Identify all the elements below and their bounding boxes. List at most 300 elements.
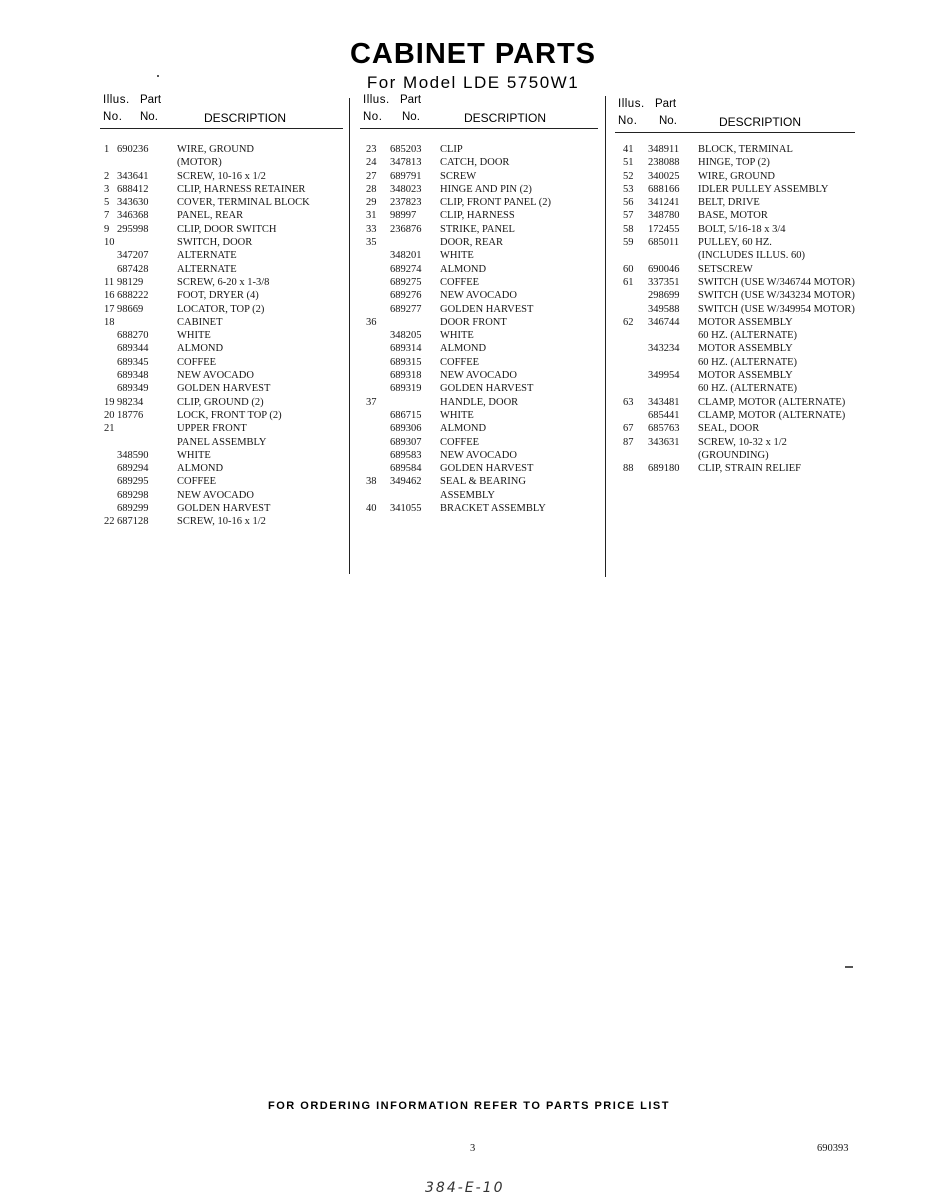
column-header <box>100 94 343 128</box>
parts-row <box>615 303 855 316</box>
illus-number: 28 <box>366 183 377 195</box>
ordering-note: FOR ORDERING INFORMATION REFER TO PARTS PRICE LIST <box>268 1100 670 1112</box>
part-description: 60 HZ. (ALTERNATE) <box>698 330 798 342</box>
illus-number: 33 <box>366 223 377 235</box>
parts-row <box>100 316 343 329</box>
parts-row <box>100 143 343 156</box>
part-description: LOCK, FRONT TOP (2) <box>177 409 282 421</box>
parts-row <box>100 342 343 355</box>
part-number: 348590 <box>117 449 149 461</box>
illus-number: 7 <box>104 210 110 222</box>
part-description: ALMOND <box>440 343 487 355</box>
part-description: SWITCH, DOOR <box>177 237 253 249</box>
illus-number: 5 <box>104 197 110 209</box>
parts-row <box>360 396 598 409</box>
illus-number: 40 <box>366 503 377 515</box>
part-description: WHITE <box>177 330 211 342</box>
parts-row <box>100 382 343 395</box>
illus-number: 63 <box>623 396 634 408</box>
part-description: BRACKET ASSEMBLY <box>440 503 546 515</box>
parts-row <box>360 303 598 316</box>
parts-row <box>100 249 343 262</box>
part-number: 685011 <box>648 237 680 249</box>
parts-row <box>360 263 598 276</box>
part-description: SEAL & BEARING <box>440 476 526 488</box>
illus-number: 57 <box>623 210 634 222</box>
part-number: 347207 <box>117 250 149 262</box>
part-description: NEW AVOCADO <box>177 489 254 501</box>
illus-number: 18 <box>104 316 115 328</box>
part-number: 689345 <box>117 356 149 368</box>
illus-number: 20 <box>104 409 115 421</box>
part-number: 689306 <box>390 423 422 435</box>
parts-row <box>615 223 855 236</box>
part-number: 298699 <box>648 290 680 302</box>
part-number: 348205 <box>390 330 422 342</box>
parts-row <box>360 436 598 449</box>
parts-row <box>360 449 598 462</box>
parts-row <box>360 462 598 475</box>
part-number: 689318 <box>390 370 422 382</box>
parts-row <box>615 143 855 156</box>
part-description: DOOR FRONT <box>440 316 507 328</box>
parts-column-3 <box>615 94 855 475</box>
illus-number: 60 <box>623 263 634 275</box>
part-number: 236876 <box>390 223 422 235</box>
part-description: ALMOND <box>440 263 487 275</box>
part-description: SCREW, 10-32 x 1/2 <box>698 436 787 448</box>
parts-row <box>100 422 343 435</box>
part-number: 98129 <box>117 276 144 288</box>
parts-row <box>615 170 855 183</box>
part-number: 98234 <box>117 396 144 408</box>
part-number: 685203 <box>390 144 422 155</box>
parts-row <box>360 183 598 196</box>
parts-row <box>360 236 598 249</box>
part-number: 689277 <box>390 303 422 315</box>
part-description: CLIP, DOOR SWITCH <box>177 223 277 235</box>
part-number: 98997 <box>390 210 417 222</box>
parts-row <box>360 316 598 329</box>
parts-row <box>615 236 855 249</box>
part-description: COFFEE <box>177 476 217 488</box>
parts-row <box>360 369 598 382</box>
parts-row <box>615 183 855 196</box>
parts-row <box>615 249 855 262</box>
part-description: COFFEE <box>440 356 480 368</box>
parts-row <box>100 156 343 169</box>
part-description: GOLDEN HARVEST <box>177 383 271 395</box>
parts-row <box>100 515 343 528</box>
part-description: GOLDEN HARVEST <box>440 383 534 395</box>
parts-row <box>100 289 343 302</box>
part-number: 347813 <box>390 157 422 169</box>
parts-list <box>100 143 343 529</box>
illus-number: 19 <box>104 396 115 408</box>
part-number: 688166 <box>648 183 680 195</box>
part-description: CLAMP, MOTOR (ALTERNATE) <box>698 409 846 421</box>
parts-row <box>100 209 343 222</box>
part-number: 689314 <box>390 343 422 355</box>
part-number: 689180 <box>648 463 680 475</box>
illus-number: 2 <box>104 170 110 182</box>
parts-row <box>100 263 343 276</box>
parts-row <box>615 396 855 409</box>
part-description: ASSEMBLY <box>440 489 495 501</box>
illus-number: 1 <box>104 144 110 155</box>
part-description: WHITE <box>440 409 474 421</box>
part-number: 689791 <box>390 170 422 182</box>
model-subtitle: For Model LDE 5750W1 <box>366 73 580 92</box>
part-description: GOLDEN HARVEST <box>440 463 534 475</box>
part-description: PANEL, REAR <box>177 210 244 222</box>
part-description: HINGE, TOP (2) <box>698 157 770 169</box>
part-description: (INCLUDES ILLUS. 60) <box>698 250 806 262</box>
part-description: HINGE AND PIN (2) <box>440 183 532 195</box>
part-description: SCREW, 6-20 x 1-3/8 <box>177 276 270 288</box>
part-description: ALMOND <box>440 423 487 435</box>
parts-row <box>615 422 855 435</box>
parts-row <box>360 276 598 289</box>
part-number: 172455 <box>648 223 680 235</box>
part-description: ALMOND <box>177 343 224 355</box>
part-number: 343481 <box>648 396 680 408</box>
parts-row <box>615 156 855 169</box>
parts-row <box>100 409 343 422</box>
part-description: COVER, TERMINAL BLOCK <box>177 197 310 209</box>
parts-row <box>615 329 855 342</box>
parts-row <box>100 196 343 209</box>
parts-row <box>360 223 598 236</box>
header-description: DESCRIPTION <box>719 115 802 129</box>
parts-row <box>360 143 598 156</box>
parts-row <box>615 316 855 329</box>
part-number: 685441 <box>648 409 680 421</box>
part-number: 689299 <box>117 503 149 515</box>
part-number: 341055 <box>390 503 422 515</box>
illus-number: 59 <box>623 237 634 249</box>
parts-row <box>100 170 343 183</box>
parts-row <box>360 289 598 302</box>
part-number: 343630 <box>117 197 149 209</box>
part-description: BOLT, 5/16-18 x 3/4 <box>698 223 786 235</box>
header-description: DESCRIPTION <box>464 111 547 125</box>
illus-number: 3 <box>104 183 110 195</box>
part-number: 343641 <box>117 170 149 182</box>
part-number: 689348 <box>117 370 149 382</box>
part-description: MOTOR ASSEMBLY <box>698 370 793 382</box>
part-number: 18776 <box>117 409 144 421</box>
handwritten-note: 384-E-10 <box>425 1180 505 1196</box>
header-illus-no: No. <box>618 115 638 127</box>
part-number: 689276 <box>390 290 422 302</box>
parts-row <box>360 382 598 395</box>
part-number: 343234 <box>648 343 680 355</box>
illus-number: 61 <box>623 276 634 288</box>
part-number: 341241 <box>648 197 680 209</box>
parts-column-1 <box>100 94 343 529</box>
header-illus: Illus. <box>103 94 130 106</box>
parts-row <box>360 502 598 515</box>
illus-number: 36 <box>366 316 377 328</box>
part-description: SCREW, 10-16 x 1/2 <box>177 170 266 182</box>
scan-speck <box>157 75 159 77</box>
parts-row <box>615 436 855 449</box>
part-description: WHITE <box>440 250 474 262</box>
part-number: 689274 <box>390 263 422 275</box>
part-description: (MOTOR) <box>177 157 222 169</box>
illus-number: 21 <box>104 423 115 435</box>
parts-row <box>100 369 343 382</box>
page-title: CABINET PARTS <box>349 38 597 70</box>
parts-row <box>360 329 598 342</box>
part-description: STRIKE, PANEL <box>440 223 515 235</box>
parts-row <box>360 356 598 369</box>
part-description: NEW AVOCADO <box>440 290 517 302</box>
parts-row <box>100 356 343 369</box>
part-number: 337351 <box>648 276 680 288</box>
part-number: 689315 <box>390 356 422 368</box>
header-illus-no: No. <box>103 111 123 123</box>
part-description: BELT, DRIVE <box>698 197 760 209</box>
parts-row <box>615 289 855 302</box>
illus-number: 24 <box>366 157 377 169</box>
parts-row <box>100 276 343 289</box>
part-number: 689583 <box>390 449 422 461</box>
part-description: SETSCREW <box>698 263 753 275</box>
part-description: WIRE, GROUND <box>177 144 254 155</box>
illus-number: 35 <box>366 237 377 249</box>
part-number: 685763 <box>648 423 680 435</box>
part-description: NEW AVOCADO <box>440 449 517 461</box>
parts-row <box>615 449 855 462</box>
part-description: WHITE <box>177 449 211 461</box>
header-rule <box>360 128 598 129</box>
part-description: SCREW, 10-16 x 1/2 <box>177 516 266 528</box>
illus-number: 27 <box>366 170 377 182</box>
illus-number: 22 <box>104 516 115 528</box>
parts-row <box>360 170 598 183</box>
part-description: NEW AVOCADO <box>440 370 517 382</box>
part-number: 686715 <box>390 409 422 421</box>
parts-row <box>100 489 343 502</box>
part-description: PANEL ASSEMBLY <box>177 436 267 448</box>
part-description: WIRE, GROUND <box>698 170 775 182</box>
part-number: 237823 <box>390 197 422 209</box>
header-illus: Illus. <box>363 94 390 106</box>
part-number: 98669 <box>117 303 144 315</box>
part-description: LOCATOR, TOP (2) <box>177 303 265 315</box>
part-number: 346744 <box>648 316 680 328</box>
parts-row <box>615 369 855 382</box>
part-description: WHITE <box>440 330 474 342</box>
header-part-no: No. <box>140 111 158 123</box>
part-description: CLIP, STRAIN RELIEF <box>698 463 801 475</box>
part-description: FOOT, DRYER (4) <box>177 290 259 302</box>
illus-number: 52 <box>623 170 634 182</box>
parts-row <box>100 183 343 196</box>
illus-number: 17 <box>104 303 115 315</box>
parts-row <box>615 276 855 289</box>
part-number: 348201 <box>390 250 422 262</box>
part-description: HANDLE, DOOR <box>440 396 519 408</box>
part-description: CLIP, HARNESS <box>440 210 515 222</box>
illus-number: 16 <box>104 290 115 302</box>
column-divider <box>605 96 606 577</box>
document-number: 690393 <box>817 1143 849 1154</box>
part-description: COFFEE <box>440 436 480 448</box>
header-description: DESCRIPTION <box>204 111 287 125</box>
scan-dash <box>845 966 853 968</box>
part-number: 343631 <box>648 436 680 448</box>
part-number: 348780 <box>648 210 680 222</box>
parts-column-2 <box>360 94 598 515</box>
part-description: 60 HZ. (ALTERNATE) <box>698 383 798 395</box>
part-description: CABINET <box>177 316 223 328</box>
header-part-no: No. <box>659 115 677 127</box>
parts-row <box>615 382 855 395</box>
part-number: 689307 <box>390 436 422 448</box>
page-number: 3 <box>470 1143 476 1154</box>
illus-number: 88 <box>623 463 634 475</box>
column-divider <box>349 98 350 574</box>
illus-number: 62 <box>623 316 634 328</box>
part-number: 689298 <box>117 489 149 501</box>
illus-number: 37 <box>366 396 377 408</box>
parts-row <box>100 303 343 316</box>
part-number: 349588 <box>648 303 680 315</box>
header-illus-no: No. <box>363 111 383 123</box>
header-part: Part <box>400 94 422 106</box>
part-description: CLIP, FRONT PANEL (2) <box>440 197 552 209</box>
parts-list <box>615 143 855 475</box>
illus-number: 67 <box>623 423 634 435</box>
part-description: SWITCH (USE W/349954 MOTOR) <box>698 303 855 315</box>
part-description: PULLEY, 60 HZ. <box>698 237 772 249</box>
part-number: 689275 <box>390 276 422 288</box>
parts-row <box>615 409 855 422</box>
illus-number: 87 <box>623 436 634 448</box>
parts-row <box>100 436 343 449</box>
part-number: 295998 <box>117 223 149 235</box>
parts-row <box>360 249 598 262</box>
part-number: 238088 <box>648 157 680 169</box>
parts-row <box>100 502 343 515</box>
parts-row <box>100 236 343 249</box>
illus-number: 31 <box>366 210 377 222</box>
part-number: 340025 <box>648 170 680 182</box>
parts-row <box>360 209 598 222</box>
part-description: CLIP <box>440 144 463 155</box>
part-number: 348023 <box>390 183 422 195</box>
part-description: IDLER PULLEY ASSEMBLY <box>698 183 829 195</box>
part-description: SCREW <box>440 170 477 182</box>
header-illus: Illus. <box>618 98 645 110</box>
part-number: 687428 <box>117 263 149 275</box>
parts-row <box>360 196 598 209</box>
part-description: ALTERNATE <box>177 263 237 275</box>
part-description: CLAMP, MOTOR (ALTERNATE) <box>698 396 846 408</box>
header-part: Part <box>140 94 162 106</box>
part-number: 688412 <box>117 183 149 195</box>
part-description: CLIP, HARNESS RETAINER <box>177 183 306 195</box>
illus-number: 23 <box>366 144 377 155</box>
part-number: 689349 <box>117 383 149 395</box>
part-number: 687128 <box>117 516 149 528</box>
illus-number: 56 <box>623 197 634 209</box>
parts-list <box>360 143 598 515</box>
part-description: UPPER FRONT <box>177 423 247 435</box>
illus-number: 51 <box>623 157 634 169</box>
part-description: CLIP, GROUND (2) <box>177 396 264 408</box>
parts-row <box>615 196 855 209</box>
header-rule <box>615 132 855 133</box>
parts-row <box>360 342 598 355</box>
parts-row <box>100 475 343 488</box>
part-description: CATCH, DOOR <box>440 157 510 169</box>
part-number: 688222 <box>117 290 149 302</box>
part-description: ALTERNATE <box>177 250 237 262</box>
part-number: 689319 <box>390 383 422 395</box>
header-part-no: No. <box>402 111 420 123</box>
parts-row <box>615 263 855 276</box>
part-description: SWITCH (USE W/343234 MOTOR) <box>698 290 855 302</box>
part-description: ALMOND <box>177 463 224 475</box>
part-description: SWITCH (USE W/346744 MOTOR) <box>698 276 855 288</box>
part-description: BLOCK, TERMINAL <box>698 144 793 155</box>
parts-row <box>360 489 598 502</box>
header-part: Part <box>655 98 677 110</box>
parts-row <box>615 462 855 475</box>
parts-row <box>360 422 598 435</box>
part-description: COFFEE <box>177 356 217 368</box>
parts-row <box>100 223 343 236</box>
illus-number: 10 <box>104 237 115 249</box>
part-number: 349954 <box>648 370 680 382</box>
column-header <box>360 94 598 128</box>
part-description: (GROUNDING) <box>698 449 769 461</box>
parts-row <box>100 449 343 462</box>
part-description: SEAL, DOOR <box>698 423 760 435</box>
part-description: MOTOR ASSEMBLY <box>698 316 793 328</box>
part-number: 349462 <box>390 476 422 488</box>
illus-number: 11 <box>104 276 115 288</box>
illus-number: 9 <box>104 223 110 235</box>
illus-number: 53 <box>623 183 634 195</box>
part-number: 689295 <box>117 476 149 488</box>
part-description: COFFEE <box>440 276 480 288</box>
part-number: 689344 <box>117 343 149 355</box>
part-number: 690046 <box>648 263 680 275</box>
part-description: BASE, MOTOR <box>698 210 768 222</box>
part-number: 688270 <box>117 330 149 342</box>
part-description: DOOR, REAR <box>440 237 504 249</box>
part-description: NEW AVOCADO <box>177 370 254 382</box>
part-number: 346368 <box>117 210 149 222</box>
parts-row <box>360 156 598 169</box>
part-number: 690236 <box>117 144 149 155</box>
parts-row <box>100 396 343 409</box>
parts-row <box>360 475 598 488</box>
part-description: GOLDEN HARVEST <box>177 503 271 515</box>
header-rule <box>100 128 343 129</box>
part-number: 348911 <box>648 144 680 155</box>
part-description: 60 HZ. (ALTERNATE) <box>698 356 798 368</box>
parts-row <box>615 356 855 369</box>
part-description: GOLDEN HARVEST <box>440 303 534 315</box>
parts-row <box>615 209 855 222</box>
column-header <box>615 98 855 132</box>
